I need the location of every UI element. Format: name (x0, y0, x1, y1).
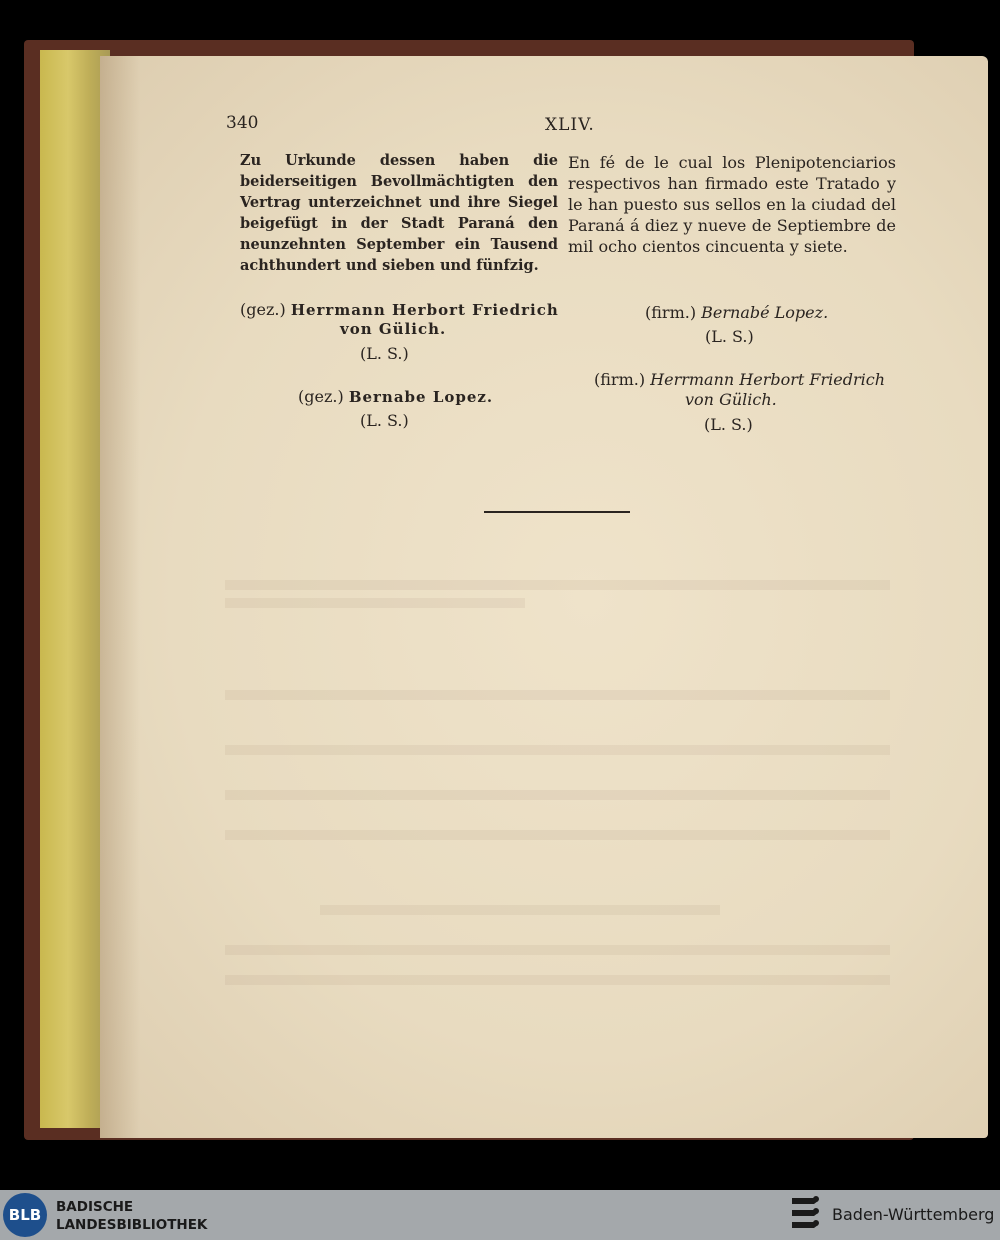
bleed-through (225, 975, 890, 985)
german-seal-1: (L. S.) (360, 344, 409, 363)
german-seal-2: (L. S.) (360, 411, 409, 430)
spanish-seal-2: (L. S.) (704, 415, 753, 434)
signature-name: Bernabé Lopez. (701, 303, 829, 322)
spanish-signature-1 (645, 303, 828, 322)
bleed-through (320, 905, 720, 915)
spanish-signature-2-line2: von Gülich. (685, 390, 777, 409)
bleed-through (225, 830, 890, 840)
german-text-column: Zu Urkunde dessen haben die beiderseitigen Bevollmächtigten den Vertrag unterzeichnet und ihre Siegel beigefügt in der Stadt Paraná den neunzehnten September ein Tausend achthundert und sieben und fünfzig. (240, 152, 558, 274)
spanish-signature-2 (594, 370, 885, 389)
german-signature-2 (298, 387, 493, 406)
bleed-through (225, 690, 890, 700)
bleed-through (225, 580, 890, 590)
bleed-through (225, 790, 890, 800)
german-signature-1-line2: von Gülich. (340, 320, 447, 338)
signature-name: Herrmann Herbort Friedrich (650, 370, 885, 389)
page-number: 340 (226, 113, 259, 133)
signature-name: Herrmann Herbort Friedrich (290, 301, 559, 319)
bleed-through (225, 745, 890, 755)
bleed-through (225, 598, 525, 608)
bleed-through (225, 945, 890, 955)
page-header: XLIV. (545, 115, 595, 135)
signature-prefix: (firm.) (645, 303, 697, 322)
bw-name[interactable]: Baden-Württemberg (832, 1205, 995, 1224)
blb-name-line2: LANDESBIBLIOTHEK (56, 1217, 208, 1233)
signature-prefix: (gez.) (240, 300, 286, 319)
signature-name: Bernabe Lopez. (348, 388, 494, 406)
gutter-shadow (100, 56, 140, 1138)
spanish-seal-1: (L. S.) (705, 327, 754, 346)
signature-prefix: (gez.) (298, 387, 344, 406)
german-signature-1 (240, 300, 559, 319)
spanish-text-column: En fé de le cual los Plenipotenciarios respectivos han firmado este Tratado y le han puesto sus sellos en la ciudad del Paraná á diez y nueve de Septiembre de mil ocho cientos cincuenta y siete. (568, 153, 896, 256)
blb-name-line1: BADISCHE (56, 1199, 134, 1215)
blb-logo[interactable]: BLB (3, 1193, 47, 1237)
lions-coat-of-arms-icon[interactable] (790, 1194, 822, 1236)
blb-name[interactable] (56, 1198, 207, 1234)
section-divider (484, 511, 630, 513)
signature-prefix: (firm.) (594, 370, 646, 389)
